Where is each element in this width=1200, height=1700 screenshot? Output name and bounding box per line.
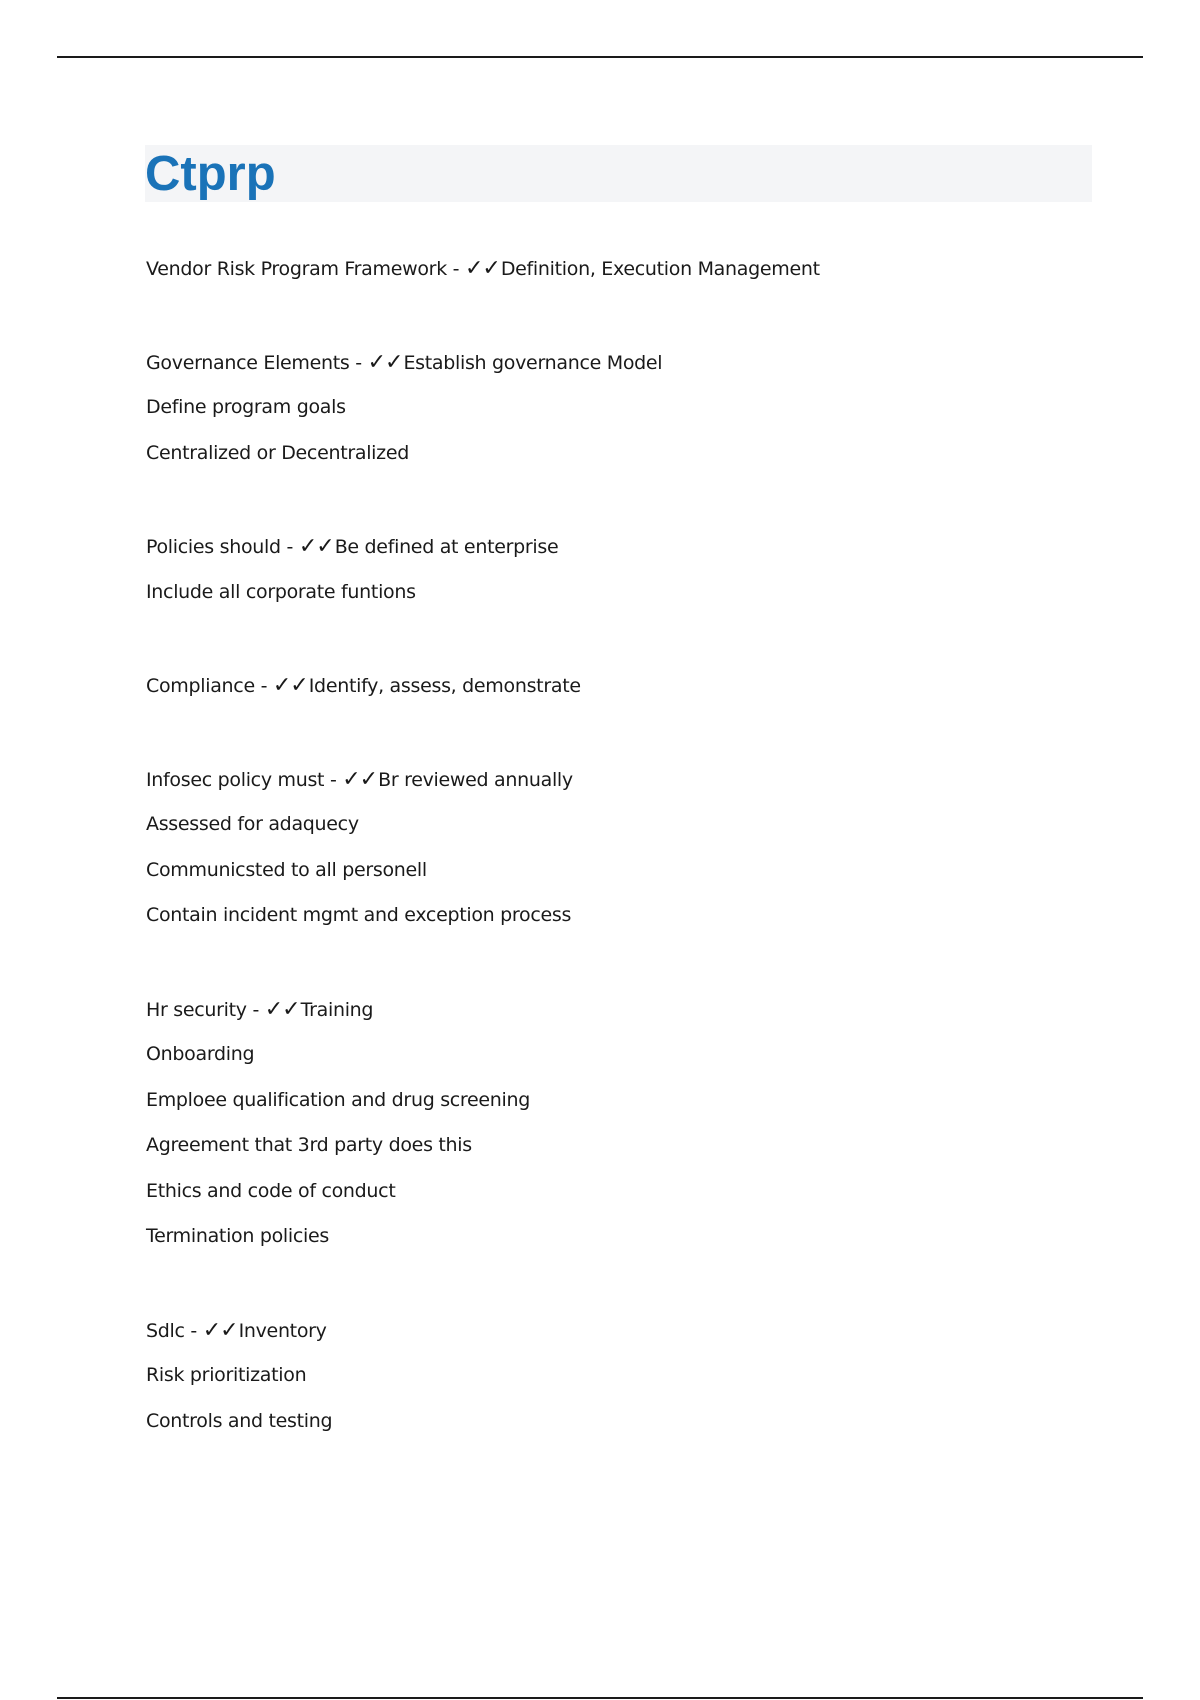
section-gap xyxy=(146,476,1096,524)
flashcard-section xyxy=(146,524,1096,615)
flashcard-term: Compliance - xyxy=(146,675,273,697)
flashcard-answer-line: Centralized or Decentralized xyxy=(146,441,409,464)
section-gap xyxy=(146,939,1096,987)
flashcard-section xyxy=(146,246,1096,292)
double-check-icon: ✓✓ xyxy=(202,1317,238,1343)
flashcard-answer-line: Assessed for adaquecy xyxy=(146,813,359,835)
flashcard-answer-line: Termination policies xyxy=(146,1225,330,1247)
flashcard-section xyxy=(146,757,1096,939)
double-check-icon: ✓✓ xyxy=(298,534,334,559)
flashcard-answer-line: Agreement that 3rd party does this xyxy=(146,1134,472,1156)
flashcard-term: Vendor Risk Program Framework - xyxy=(146,258,465,280)
top-divider xyxy=(57,56,1143,58)
section-gap xyxy=(146,615,1096,663)
flashcard-question-line xyxy=(146,246,1096,292)
flashcard-section xyxy=(146,987,1096,1260)
title-band xyxy=(145,145,1092,202)
flashcard-question-line xyxy=(146,340,1096,386)
flashcard-section xyxy=(146,1308,1096,1445)
flashcard-answer-line: Communicsted to all personell xyxy=(146,858,427,881)
flashcard-answer: Training xyxy=(300,998,374,1021)
flashcard-question-line xyxy=(146,757,1096,803)
flashcard-answer-line: Onboarding xyxy=(146,1043,255,1065)
flashcard-term: Infosec policy must - xyxy=(146,768,343,791)
flashcard-answer-line: Risk prioritization xyxy=(146,1364,307,1386)
double-check-icon: ✓✓ xyxy=(464,256,500,281)
flashcard-answer: Establish governance Model xyxy=(403,351,663,374)
section-gap xyxy=(146,709,1096,757)
page-title: Ctprp xyxy=(145,147,276,201)
section-gap xyxy=(146,292,1096,340)
bottom-divider xyxy=(57,1697,1143,1699)
flashcard-list xyxy=(146,246,1096,1444)
flashcard-answer-line: Controls and testing xyxy=(146,1409,333,1432)
double-check-icon: ✓✓ xyxy=(264,996,300,1022)
double-check-icon: ✓✓ xyxy=(367,349,403,375)
flashcard-question-line xyxy=(146,663,1096,709)
flashcard-answer-line: Define program goals xyxy=(146,396,346,418)
section-gap xyxy=(146,1260,1096,1308)
flashcard-section xyxy=(146,663,1096,709)
flashcard-answer-line: Contain incident mgmt and exception process xyxy=(146,904,572,926)
flashcard-answer: Br reviewed annually xyxy=(378,768,573,791)
flashcard-term: Hr security - xyxy=(146,998,265,1021)
flashcard-answer: Inventory xyxy=(238,1319,327,1342)
flashcard-answer-line: Include all corporate funtions xyxy=(146,580,416,603)
flashcard-term: Sdlc - xyxy=(146,1319,203,1342)
flashcard-answer: Definition, Execution Management xyxy=(500,258,820,280)
flashcard-answer: Identify, assess, demonstrate xyxy=(308,675,581,697)
flashcard-answer-line: Ethics and code of conduct xyxy=(146,1179,396,1202)
flashcard-section xyxy=(146,340,1096,477)
flashcard-question-line xyxy=(146,987,1096,1033)
flashcard-term: Governance Elements - xyxy=(146,351,368,374)
flashcard-question-line xyxy=(146,1308,1096,1354)
double-check-icon: ✓✓ xyxy=(272,673,308,698)
flashcard-question-line xyxy=(146,524,1096,570)
flashcard-answer-line: Emploee qualification and drug screening xyxy=(146,1088,531,1111)
flashcard-term: Policies should - xyxy=(146,536,299,558)
double-check-icon: ✓✓ xyxy=(342,766,378,792)
flashcard-answer: Be defined at enterprise xyxy=(334,536,559,558)
